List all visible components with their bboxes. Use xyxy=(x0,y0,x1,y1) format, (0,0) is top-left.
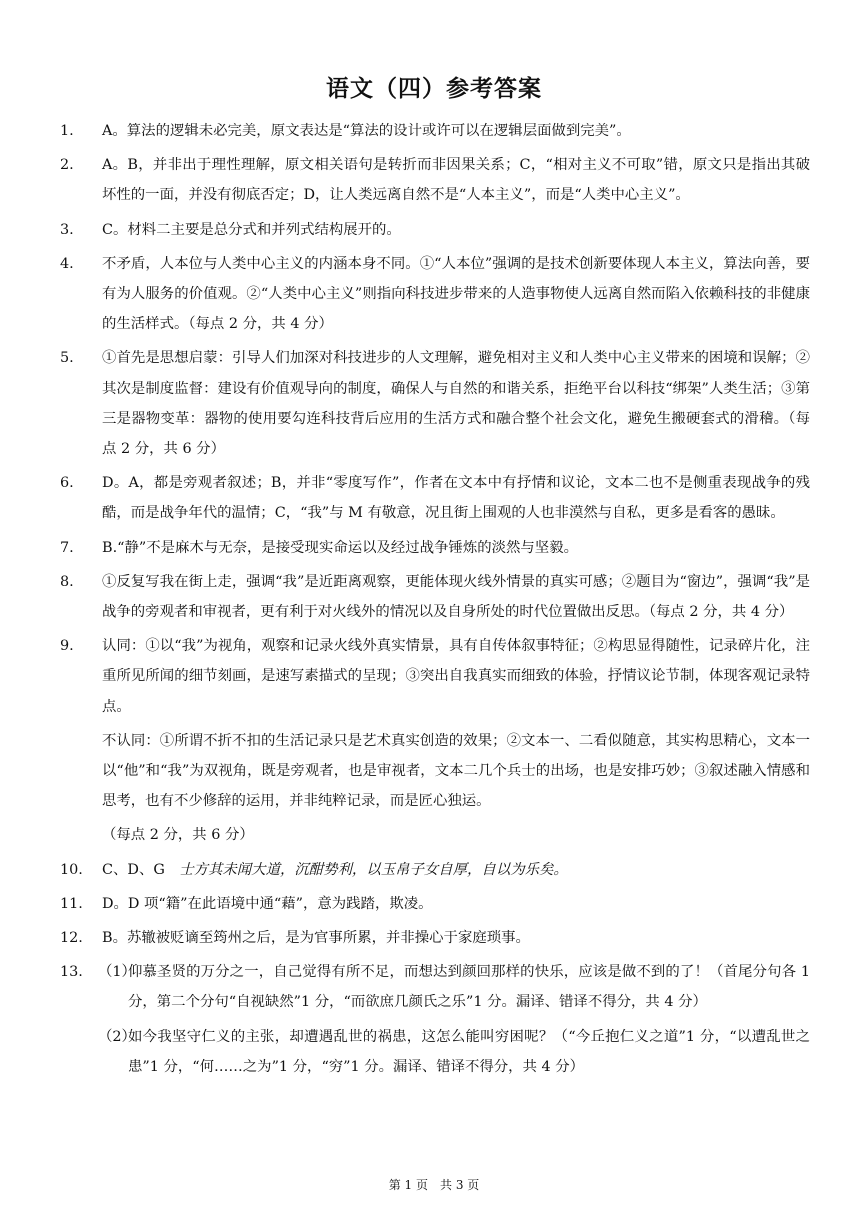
answer-item-13 xyxy=(60,957,810,1082)
item-number: 10. xyxy=(60,861,83,878)
answer-item-2 xyxy=(60,150,810,210)
answer-item-9 xyxy=(60,631,810,850)
answer-item-7 xyxy=(60,533,810,563)
item-text: ①反复写我在街上走，强调“我”是近距离观察，更能体现火线外情景的真实可感；②题目为“窗边”，强调“我”是战争的旁观者和审视者，更有利于对火线外的情况以及自身所处的时代位置做出反思。（每点 2 分，共 4 分） xyxy=(102,573,810,621)
item-number: 13. xyxy=(60,964,83,981)
item-text: ①首先是思想启蒙：引导人们加深对科技进步的人文理解，避免相对主义和人类中心主义带来的困境和误解；②其次是制度监督：建设有价值观导向的制度，确保人与自然的和谐关系，拒绝平台以科技“绑架”人类生活；③第三是器物变革：器物的使用要勾连科技背后应用的生活方式和融合整个社会文化，避免生搬硬套式的滑稽。（每点 2 分，共 6 分） xyxy=(102,350,810,458)
item-text: D。A，都是旁观者叙述；B，并非“零度写作”，作者在文本中有抒情和议论，文本二也不是侧重表现战争的残酷，而是战争年代的温情；C，“我”与 M 有敬意，况且街上围观的人也非漠然与自私，更多是看客的愚昧。 xyxy=(102,475,810,522)
item-number: 11. xyxy=(60,895,83,912)
sub-text: 仰慕圣贤的万分之一，自己觉得有所不足，而想达到颜回那样的快乐，应该是做不到的了！（首尾分句各 1 分，第二个分句“自视缺然”1 分，“而欲庶几颜氏之乐”1 分。漏译、错译不得分，共 4 分） xyxy=(128,964,810,1011)
item-text: A。算法的逻辑未必完美，原文表达是“算法的设计或许可以在逻辑层面做到完美”。 xyxy=(102,123,631,139)
item-text: D。D 项“籍”在此语境中通“藉”，意为践踏，欺凌。 xyxy=(102,895,433,912)
item-number: 7. xyxy=(60,539,74,556)
page-footer: 第 1 页 共 3 页 xyxy=(388,1178,480,1192)
answer-list xyxy=(60,116,810,1086)
item-text: 不矛盾，人本位与人类中心主义的内涵本身不同。①“人本位”强调的是技术创新要体现人本主义，算法向善，要有为人服务的价值观。②“人类中心主义”则指向科技进步带来的人造事物使人远离自然而陷入依赖科技的非健康的生活样式。（每点 2 分，共 4 分） xyxy=(102,255,810,333)
item-text: A。B，并非出于理性理解，原文相关语句是转折而非因果关系；C，“相对主义不可取”错，原文只是指出其破坏性的一面，并没有彻底否定；D，让人类远离自然不是“人本主义”，而是“人类中心主义”。 xyxy=(102,157,810,204)
item-number: 5. xyxy=(60,350,74,367)
item-number: 4. xyxy=(60,255,74,272)
item-text: B.“静”不是麻木与无奈，是接受现实命运以及经过战争锤炼的淡然与坚毅。 xyxy=(102,539,578,556)
answer-item-1 xyxy=(60,116,810,146)
item-number: 12. xyxy=(60,930,83,947)
item-text: 认同：①以“我”为视角，观察和记录火线外真实情景，具有自传体叙事特征；②构思显得随性，记录碎片化，注重所见所闻的细节刻画，是速写素描式的呈现；③突出自我真实而细致的体验，抒情议论节制，体现客观记录特点。 xyxy=(102,638,810,715)
item-text xyxy=(102,855,810,885)
item-10-options: C、D、G xyxy=(102,861,180,878)
item-number: 9. xyxy=(60,638,74,655)
answer-item-4 xyxy=(60,249,810,340)
item-text: C。材料二主要是总分式和并列式结构展开的。 xyxy=(102,221,401,238)
item-number: 1. xyxy=(60,123,74,139)
sub-number: （2） xyxy=(98,1028,136,1045)
item-number: 8. xyxy=(60,573,74,590)
sub-text: 如今我坚守仁义的主张，却遭遇乱世的祸患，这怎么能叫穷困呢？（“今丘抱仁义之道”1 分，“以遭乱世之患”1 分，“何……之为”1 分，“穷”1 分。漏译、错译不得分，共 4 分） xyxy=(128,1028,810,1075)
item-text: B。苏辙被贬谪至筠州之后，是为官事所累，并非操心于家庭琐事。 xyxy=(102,930,530,947)
item-number: 2. xyxy=(60,157,74,174)
item-9-disagree: 不认同：①所谓不折不扣的生活记录只是艺术真实创造的效果；②文本一、二看似随意，其实构思精心，文本一以“他”和“我”为双视角，既是旁观者，也是审视者，文本二几个兵士的出场，也是安排巧妙；③叙述融入情感和思考，也有不少修辞的运用，并非纯粹记录，而是匠心独运。 xyxy=(102,732,810,810)
item-13-sub-1 xyxy=(98,957,810,1017)
answer-item-10 xyxy=(60,855,810,885)
answer-item-3 xyxy=(60,215,810,245)
answer-item-5 xyxy=(60,343,810,464)
item-13-sub-2 xyxy=(98,1022,810,1082)
sub-number: （1） xyxy=(98,964,136,981)
item-9-score: （每点 2 分，共 6 分） xyxy=(102,827,254,844)
answer-item-8 xyxy=(60,567,810,627)
item-10-sentence: 士方其未闻大道，沉酣势利，以玉帛子女自厚，自以为乐矣。 xyxy=(179,861,568,878)
answer-item-12 xyxy=(60,923,810,953)
answer-item-6 xyxy=(60,468,810,528)
answer-item-11 xyxy=(60,889,810,919)
page-title: 语文（四）参考答案 xyxy=(326,76,542,102)
item-number: 3. xyxy=(60,221,74,238)
item-number: 6. xyxy=(60,475,74,492)
